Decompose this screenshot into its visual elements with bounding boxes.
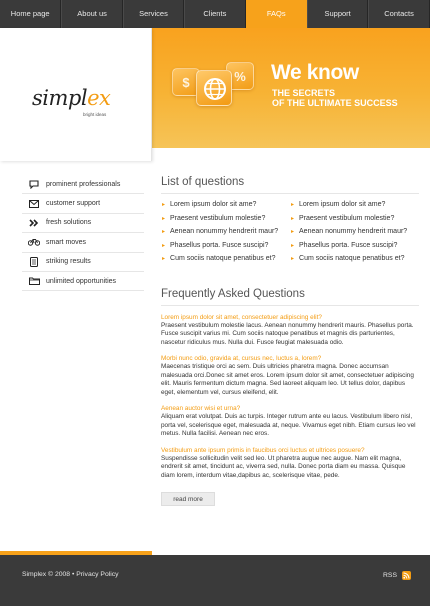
arrow-icon: ▸	[162, 215, 166, 222]
globe-svg	[197, 71, 233, 107]
faq-answer: Maecenas tristique orci ac sem. Duis ultricies pharetra magna. Donec accumsan malesuada orci.Donec sit amet eros. Lorem ipsum dolor sit amet, consectetuer adipiscing elit. Mauris fermentum dictum magna. Sed laoreet aliquam leo. Ut tellus dolor, dapibus eget, elementum vel, cursus eleifend, elit.	[161, 363, 414, 396]
banner-icons	[172, 58, 260, 113]
faq-item	[161, 314, 419, 348]
faq-answer: Suspendisse sollicitudin velit sed leo. Ut pharetra augue nec augue. Nam elit magna, endrerit sit amet, tincidunt ac, viverra sed, nulla. Donec porta diam eu massa. Quisque diam lorem, interdum vitae,dapibus ac, scelerisque vitae, pede.	[161, 454, 406, 479]
sidebar-item-unlimited-opportunities[interactable]	[22, 272, 144, 291]
question-link[interactable]: ▸ Cum sociis natoque penatibus et?	[162, 255, 276, 263]
bicycle-icon	[22, 238, 46, 246]
question-column-left	[161, 201, 290, 269]
double-chevron-icon	[22, 219, 46, 227]
read-more-button[interactable]: read more	[161, 492, 215, 506]
banner-subline-1: THE SECRETS	[272, 88, 336, 98]
question-link[interactable]: ▸ Aenean nonummy hendrerit maur?	[291, 228, 408, 236]
sidebar-item-label: smart moves	[46, 238, 87, 246]
questions-title: List of questions	[161, 176, 419, 194]
logo-tagline: bright ideas	[83, 112, 107, 117]
faq-title: Frequently Asked Questions	[161, 288, 419, 306]
globe-icon	[196, 70, 232, 106]
logo-accent: ex	[87, 86, 111, 110]
rss-link[interactable]	[383, 571, 411, 580]
hero-banner	[152, 28, 430, 148]
question-column-right	[290, 201, 419, 269]
logo-panel	[0, 28, 152, 161]
question-link[interactable]: ▸ Phasellus porta. Fusce suscipi?	[162, 241, 269, 249]
main-content	[161, 176, 419, 506]
nav-services[interactable]: Services	[123, 0, 184, 28]
sidebar-item-fresh-solutions[interactable]	[22, 214, 144, 233]
arrow-icon: ▸	[291, 215, 295, 222]
faq-question[interactable]: Aenean auctor wisi et urna?	[161, 405, 241, 413]
banner-headline: We know	[271, 61, 359, 84]
logo-main: simpl	[32, 86, 88, 110]
sidebar-item-label: striking results	[46, 258, 91, 266]
percent-glyph: %	[234, 69, 246, 84]
nav-faqs[interactable]: FAQs	[246, 0, 307, 28]
footer	[0, 555, 430, 606]
sidebar-item-striking-results[interactable]	[22, 253, 144, 272]
dollar-glyph: $	[182, 75, 190, 90]
sidebar-item-label: customer support	[46, 200, 101, 208]
question-link[interactable]: ▸ Aenean nonummy hendrerit maur?	[162, 228, 279, 236]
rss-label: RSS	[383, 572, 397, 579]
banner-subline	[272, 88, 398, 108]
faq-question[interactable]: Lorem ipsum dolor sit amet, consectetuer adipiscing elit?	[161, 313, 322, 321]
arrow-icon: ▸	[291, 242, 295, 249]
sidebar-item-label: prominent professionals	[46, 180, 121, 188]
question-link[interactable]: ▸ Lorem ipsum dolor sit ame?	[162, 201, 257, 208]
faq-answer: Aliquam erat volutpat. Duis ac turpis. Integer rutrum ante eu lacus. Vestibulum libero nisl, porta vel, scelerisque eget, malesuada at, neque. Vivamus eget nibh. Etiam cursus leo vel metus. Nulla facilisi. Aenean nec eros.	[161, 413, 416, 438]
arrow-icon: ▸	[291, 202, 295, 208]
sidebar-item-prominent-professionals[interactable]	[22, 175, 144, 194]
faq-item	[161, 405, 419, 439]
sidebar-item-customer-support[interactable]	[22, 194, 144, 213]
nav-support[interactable]: Support	[307, 0, 368, 28]
speech-bubble-icon	[22, 180, 46, 189]
arrow-icon: ▸	[162, 202, 166, 208]
nav-home-page[interactable]: Home page	[0, 0, 61, 28]
nav-contacts[interactable]: Contacts	[368, 0, 429, 28]
logo[interactable]	[32, 86, 110, 110]
arrow-icon: ▸	[162, 242, 166, 249]
arrow-icon: ▸	[162, 256, 166, 263]
question-link[interactable]: ▸ Phasellus porta. Fusce suscipi?	[291, 241, 398, 249]
question-list	[161, 201, 419, 269]
faq-list	[161, 314, 419, 507]
question-link[interactable]: ▸ Lorem ipsum dolor sit ame?	[291, 201, 386, 208]
question-link[interactable]: ▸ Praesent vestibulum molestie?	[162, 214, 266, 222]
faq-question[interactable]: Vestibulum ante ipsum primis in faucibus orci luctus et ultrices posuere?	[161, 446, 365, 454]
footer-copyright[interactable]: Simplex © 2008 • Privacy Policy	[22, 571, 119, 578]
folder-icon	[22, 277, 46, 285]
question-link[interactable]: ▸ Cum sociis natoque penatibus et?	[291, 255, 405, 263]
sidebar-item-smart-moves[interactable]	[22, 233, 144, 252]
faq-item	[161, 355, 419, 397]
sidebar-item-label: unlimited opportunities	[46, 277, 117, 285]
faq-item	[161, 447, 419, 481]
sidebar-item-label: fresh solutions	[46, 219, 92, 227]
rss-icon	[402, 571, 411, 580]
nav-clients[interactable]: Clients	[184, 0, 245, 28]
sidebar	[22, 175, 144, 291]
arrow-icon: ▸	[291, 256, 295, 263]
banner-subline-2: OF THE ULTIMATE SUCCESS	[272, 98, 398, 108]
document-icon	[22, 257, 46, 267]
faq-answer: Praesent vestibulum molestie lacus. Aenean nonummy hendrerit mauris. Phasellus porta. Fusce suscipit varius mi. Cum sociis natoque penatibus et magnis dis parturientes, nascetur ridiculus mus. Nulla dui. Fusce feugiat malesuada odio.	[161, 321, 414, 346]
faq-question[interactable]: Morbi nunc odio, gravida at, cursus nec, luctus a, lorem?	[161, 355, 322, 363]
question-link[interactable]: ▸ Praesent vestibulum molestie?	[291, 214, 395, 222]
arrow-icon: ▸	[162, 229, 166, 236]
top-nav	[0, 0, 430, 28]
arrow-icon: ▸	[291, 229, 295, 236]
nav-about-us[interactable]: About us	[61, 0, 122, 28]
envelope-icon	[22, 200, 46, 208]
